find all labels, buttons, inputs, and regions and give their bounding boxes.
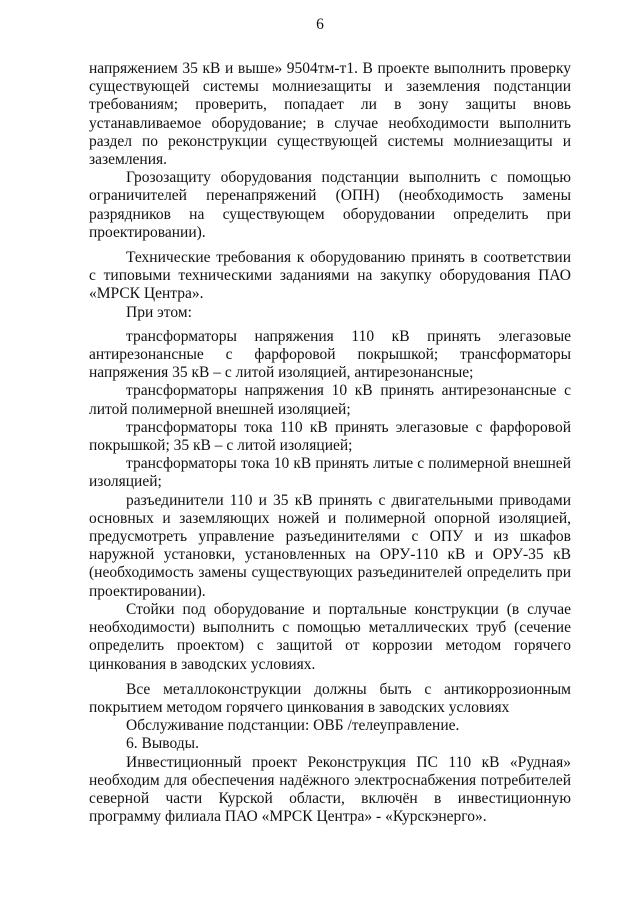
paragraph-lightning-protection: напряжением 35 кВ и выше» 9504тм-т1. В проекте выполнить проверку существующей системы молниезащиты и заземления подстанции требованиям; проверить, попадает ли в зону защиты вновь устанавливаемое оборудование; в случае необходимости выполнить раздел по реконструкции существующей системы молниезащиты и заземления. bbox=[89, 60, 571, 169]
paragraph-pri-etom: При этом: bbox=[126, 303, 192, 321]
list-item-voltage-transformers-110: трансформаторы напряжения 110 кВ принять элегазовые антирезонансные с фарфоровой покрышкой; трансформаторы напряжения 35 кВ – с литой изоляцией, антирезонансные; bbox=[89, 327, 571, 382]
paragraph-metal-structures: Все металлоконструкции должны быть с антикоррозионным покрытием методом горячего цинкования в заводских условиях bbox=[89, 680, 571, 716]
list-item-voltage-transformers-10: трансформаторы напряжения 10 кВ принять антирезонансные с литой полимерной внешней изоляцией; bbox=[89, 382, 571, 418]
page-number: 6 bbox=[316, 16, 324, 33]
paragraph-surge-protection: Грозозащиту оборудования подстанции выполнить с помощью ограничителей перенапряжений (ОПН) (необходимость замены разрядников на существующем оборудовании определить при проектировании). bbox=[89, 169, 571, 241]
paragraph-supports: Стойки под оборудование и портальные конструкции (в случае необходимости) выполнить с помощью металлических труб (сечение определить проектом) с защитой от коррозии методом горячего цинкования в заводских условиях. bbox=[89, 600, 571, 673]
section-heading-conclusions: 6. Выводы. bbox=[126, 735, 199, 753]
paragraph-conclusion: Инвестиционный проект Реконструкция ПС 110 кВ «Рудная» необходим для обеспечения надёжного электроснабжения потребителей северной части Курской области, включён в инвестиционную программу филиала ПАО «МРСК Центра» - «Курскэнерго». bbox=[89, 753, 571, 826]
paragraph-maintenance: Обслуживание подстанции: ОВБ /телеуправление. bbox=[126, 717, 460, 735]
document-body bbox=[89, 60, 571, 826]
list-item-current-transformers-110: трансформаторы тока 110 кВ принять элегазовые с фарфоровой покрышкой; 35 кВ – с литой изоляцией; bbox=[89, 418, 571, 455]
paragraph-technical-requirements: Технические требования к оборудованию принять в соответствии с типовыми техническими заданиями на закупку оборудования ПАО «МРСК Центра». bbox=[89, 249, 571, 303]
list-item-current-transformers-10: трансформаторы тока 10 кВ принять литые с полимерной внешней изоляцией; bbox=[89, 455, 571, 491]
list-item-disconnectors: разъединители 110 и 35 кВ принять с двигательными приводами основных и заземляющих ножей и полимерной опорной изоляцией, предусмотреть управление разъединителями с ОПУ и из шкафов наружной установки, установленных на ОРУ-110 кВ и ОРУ-35 кВ (необходимость замены существующих разъединителей определить при проектировании). bbox=[89, 491, 571, 600]
